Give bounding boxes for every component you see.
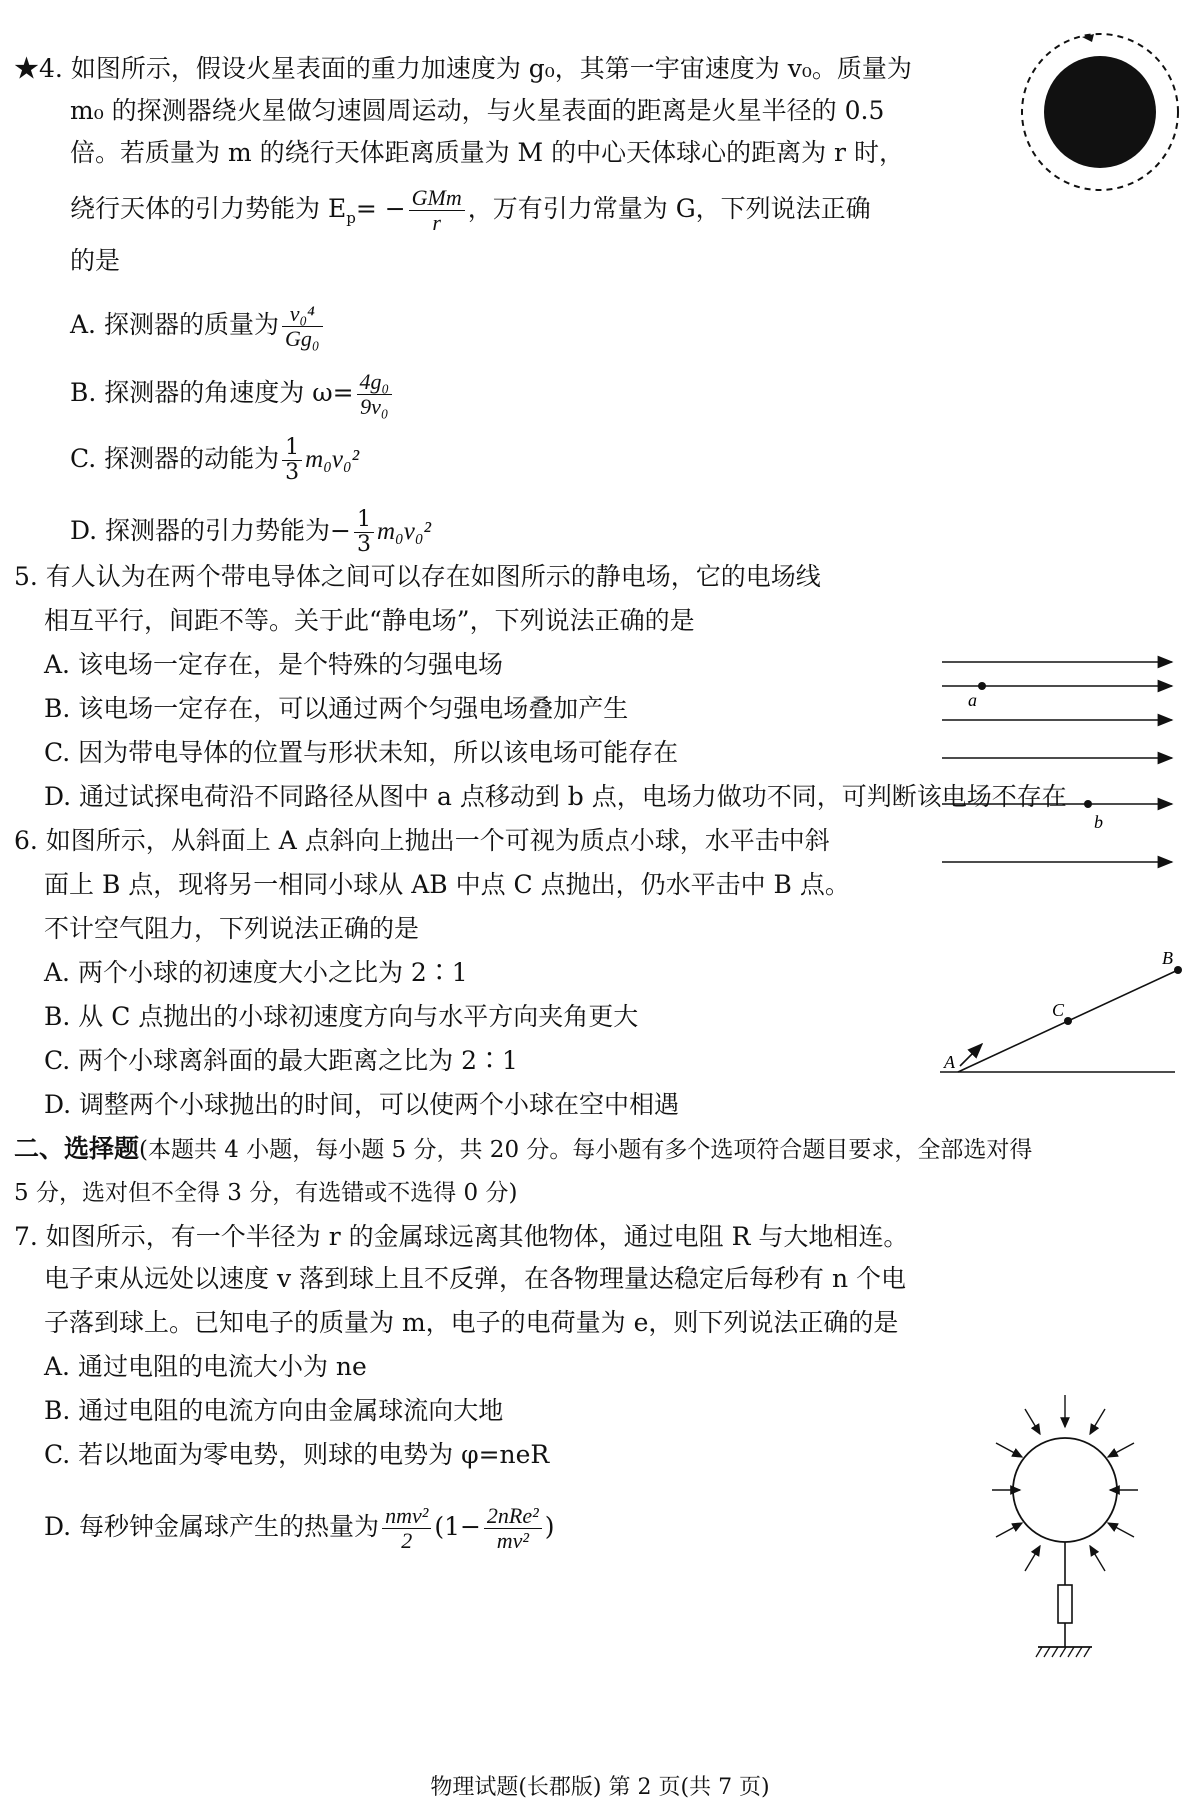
q7-option-b: B. 通过电阻的电流方向由金属球流向大地 — [44, 1396, 504, 1425]
q5-option-b: B. 该电场一定存在，可以通过两个匀强电场叠加产生 — [44, 694, 629, 723]
electron-arrow — [1090, 1546, 1105, 1571]
q6-option-b: B. 从 C 点抛出的小球初速度方向与水平方向夹角更大 — [44, 1002, 639, 1031]
q7-line-1: 7. 如图所示，有一个半径为 r 的金属球远离其他物体，通过电阻 R 与大地相连。 — [14, 1222, 909, 1251]
q7-option-c: C. 若以地面为零电势，则球的电势为 φ=neR — [44, 1440, 550, 1469]
q7-option-d-fraction-1 — [382, 1504, 431, 1553]
q4-line-2: m₀ 的探测器绕火星做匀速圆周运动，与火星表面的距离是火星半径的 0.5 — [70, 96, 885, 125]
q4-option-b-text: B. 探测器的角速度为 ω= — [70, 378, 354, 408]
q4-line-4 — [70, 186, 871, 235]
label-b: b — [1094, 812, 1103, 832]
q4-line-3: 倍。若质量为 m 的绕行天体距离质量为 M 的中心天体球心的距离为 r 时， — [70, 138, 904, 167]
q7-option-d-den-1: 2 — [401, 1528, 413, 1554]
q4-ep-num: GMm — [409, 186, 465, 211]
q4-option-c — [70, 436, 359, 485]
q7-sphere-figure — [990, 1385, 1140, 1670]
ground-icon — [1036, 1647, 1090, 1657]
point-C — [1064, 1017, 1072, 1025]
metal-sphere — [1013, 1438, 1117, 1542]
electron-arrow — [1108, 1523, 1134, 1537]
q4-ep-den: r — [432, 210, 441, 236]
q4-eq: = − — [355, 194, 406, 224]
section2-line-2: 5 分，选对但不全得 3 分，有选错或不选得 0 分) — [14, 1180, 518, 1206]
q4-ep-sub: p — [346, 209, 356, 228]
electron-arrow — [1090, 1409, 1105, 1434]
q4-option-b-num: 4g₀ — [357, 370, 393, 395]
q6-incline-figure — [940, 940, 1195, 1090]
q6-option-a: A. 两个小球的初速度大小之比为 2∶1 — [44, 958, 468, 987]
q4-option-b — [70, 370, 395, 419]
q4-option-d-den: 3 — [357, 532, 371, 558]
q7-option-d-den-2: mv² — [496, 1528, 529, 1554]
q7-option-d-fraction-2 — [484, 1504, 542, 1553]
q7-option-d-mid: (1− — [434, 1512, 481, 1542]
q4-option-c-den: 3 — [285, 460, 300, 486]
q7-option-d-post: ) — [544, 1512, 555, 1542]
planet-disk — [1044, 56, 1156, 168]
q4-option-a-fraction — [282, 302, 323, 351]
section2-desc-1: (本题共 4 小题，每小题 5 分，共 20 分。每小题有多个选项符合题目要求，全部选对得 — [139, 1137, 1033, 1163]
q7-option-d-text: D. 每秒钟金属球产生的热量为 — [44, 1512, 380, 1542]
q4-option-d-fraction — [354, 508, 374, 557]
label-A: A — [944, 1052, 955, 1072]
q4-ep-fraction — [409, 186, 465, 235]
q4-line-1 — [14, 52, 912, 86]
q5-line-2: 相互平行，间距不等。关于此“静电场”，下列说法正确的是 — [44, 606, 695, 635]
q4-option-a-text: A. 探测器的质量为 — [70, 310, 279, 340]
q6-option-c: C. 两个小球离斜面的最大距离之比为 2∶1 — [44, 1046, 518, 1075]
q5-option-d: D. 通过试探电荷沿不同路径从图中 a 点移动到 b 点，电场力做功不同，可判断该电场不存在 — [44, 782, 1067, 811]
q6-option-d: D. 调整两个小球抛出的时间，可以使两个小球在空中相遇 — [44, 1090, 680, 1119]
section2-title: 二、选择题 — [14, 1134, 140, 1163]
q4-ep-post: ，万有引力常量为 G，下列说法正确 — [467, 194, 871, 224]
electron-arrow — [1025, 1546, 1040, 1571]
label-C: C — [1052, 1000, 1065, 1020]
q4-option-b-fraction — [357, 370, 393, 419]
q4-option-d — [70, 508, 431, 557]
page-footer: 物理试题(长郡版) 第 2 页(共 7 页) — [430, 1775, 770, 1800]
q4-ep-text: 绕行天体的引力势能为 E — [70, 194, 347, 224]
q4-option-d-post: m₀v₀² — [377, 518, 432, 546]
q4-option-d-num: 1 — [354, 508, 374, 533]
q4-option-a-den: Gg₀ — [284, 326, 320, 352]
section2-line-1 — [14, 1132, 1032, 1167]
q4-option-b-den: 9v₀ — [360, 394, 389, 420]
point-b — [1084, 800, 1092, 808]
q4-text-1: 4. 如图所示，假设火星表面的重力加速度为 g₀，其第一宇宙速度为 v₀。质量为 — [39, 54, 912, 83]
q4-option-c-post: m₀v₀² — [305, 446, 360, 474]
point-a — [978, 682, 986, 690]
q4-option-c-fraction — [282, 436, 302, 485]
label-B: B — [1162, 948, 1173, 968]
q5-option-a: A. 该电场一定存在，是个特殊的匀强电场 — [44, 650, 503, 679]
q5-line-1: 5. 有人认为在两个带电导体之间可以存在如图所示的静电场，它的电场线 — [14, 562, 821, 591]
q4-orbit-figure — [1010, 22, 1190, 202]
q6-line-2: 面上 B 点，现将另一相同小球从 AB 中点 C 点抛出，仍水平击中 B 点。 — [44, 870, 850, 899]
q7-option-d — [44, 1504, 555, 1553]
electron-arrow — [1025, 1409, 1040, 1434]
q4-option-d-text: D. 探测器的引力势能为− — [70, 516, 351, 546]
electron-arrow — [1108, 1443, 1134, 1457]
q5-field-lines-figure — [940, 650, 1190, 890]
q6-line-3: 不计空气阻力，下列说法正确的是 — [44, 914, 420, 943]
q4-option-a-num: v₀⁴ — [282, 302, 323, 327]
star-icon: ★ — [14, 54, 40, 83]
q7-option-d-num-1: nmv² — [382, 1504, 431, 1529]
electron-arrow — [996, 1523, 1022, 1537]
q7-line-2: 电子束从远处以速度 v 落到球上且不反弹，在各物理量达稳定后每秒有 n 个电 — [44, 1264, 907, 1293]
q4-option-c-num: 1 — [282, 436, 302, 461]
q4-option-a — [70, 302, 326, 351]
q7-option-a: A. 通过电阻的电流大小为 ne — [44, 1352, 367, 1381]
point-B — [1174, 966, 1182, 974]
q4-line-5: 的是 — [70, 246, 121, 275]
q7-line-3: 子落到球上。已知电子的质量为 m，电子的电荷量为 e，则下列说法正确的是 — [44, 1308, 899, 1337]
q4-option-c-text: C. 探测器的动能为 — [70, 444, 280, 474]
electron-arrow — [996, 1443, 1022, 1457]
resistor — [1058, 1585, 1072, 1623]
q5-option-c: C. 因为带电导体的位置与形状未知，所以该电场可能存在 — [44, 738, 679, 767]
q7-option-d-num-2: 2nRe² — [484, 1504, 542, 1529]
label-a: a — [968, 690, 977, 710]
q6-line-1: 6. 如图所示，从斜面上 A 点斜向上抛出一个可视为质点小球，水平击中斜 — [14, 826, 830, 855]
